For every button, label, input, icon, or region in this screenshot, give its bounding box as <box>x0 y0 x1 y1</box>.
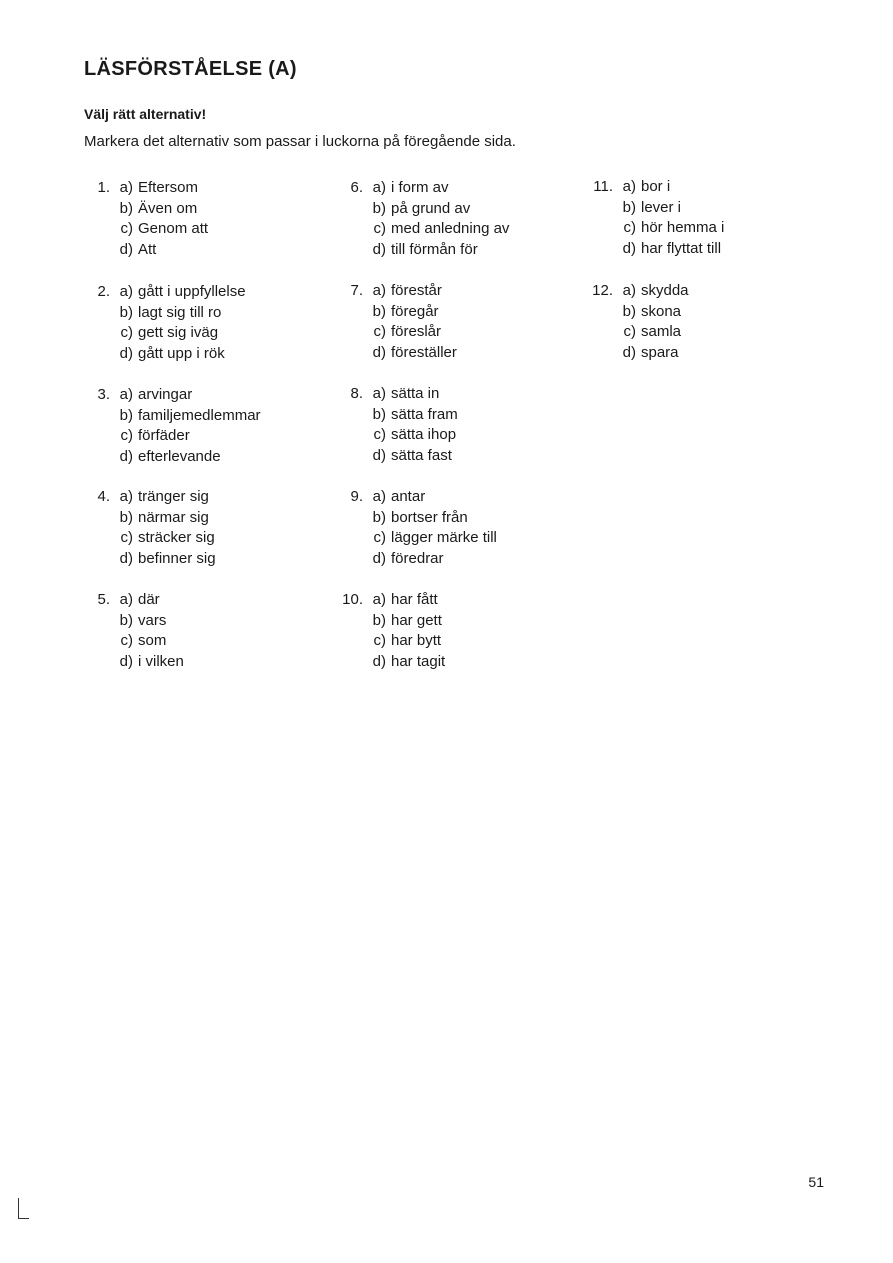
option-letter: c) <box>120 632 133 650</box>
question-number: 9. <box>350 488 363 505</box>
question-number: 8. <box>350 385 363 402</box>
option-letter: c) <box>373 529 386 547</box>
option-letter: a) <box>119 283 133 300</box>
option-text: Genom att <box>138 220 209 238</box>
option-text: som <box>138 632 167 650</box>
option-text: sätta fram <box>391 405 458 423</box>
task-heading: Välj rätt alternativ! <box>84 106 207 122</box>
option-letter: d) <box>119 549 133 567</box>
option-text: föredrar <box>391 549 444 567</box>
option-text: sträcker sig <box>138 529 215 547</box>
option-text: lever i <box>641 198 682 216</box>
crop-mark <box>18 1198 29 1219</box>
option-letter: b) <box>119 406 133 424</box>
option-letter: d) <box>119 652 133 670</box>
option-letter: d) <box>119 344 133 362</box>
option-text: samla <box>641 323 682 341</box>
option-text: hör hemma i <box>641 219 725 237</box>
option-text: på grund av <box>391 199 471 217</box>
option-letter: a) <box>119 179 133 196</box>
option-text: med anledning av <box>391 220 510 238</box>
option-text: befinner sig <box>138 549 216 567</box>
option-letter: a) <box>119 488 133 505</box>
option-text: sätta in <box>391 385 440 402</box>
question-number: 4. <box>97 488 110 505</box>
question-number: 11. <box>593 178 613 195</box>
option-letter: d) <box>622 343 636 361</box>
option-text: till förmån för <box>391 240 478 258</box>
option-letter: c) <box>120 529 133 547</box>
option-letter: c) <box>120 427 133 445</box>
option-text: Eftersom <box>138 179 199 196</box>
option-text: gått i uppfyllelse <box>138 283 246 300</box>
option-letter: d) <box>622 239 636 257</box>
option-text: har flyttat till <box>641 239 722 257</box>
option-text: förestår <box>391 282 442 299</box>
option-letter: b) <box>372 199 386 217</box>
option-letter: a) <box>372 488 386 505</box>
option-letter: a) <box>372 282 386 299</box>
option-letter: b) <box>372 405 386 423</box>
option-letter: d) <box>119 240 133 258</box>
option-letter: c) <box>623 219 636 237</box>
option-text: familjemedlemmar <box>138 406 261 424</box>
option-letter: b) <box>622 302 636 320</box>
option-letter: a) <box>372 591 386 608</box>
option-text: gett sig iväg <box>138 324 219 342</box>
option-text: gått upp i rök <box>138 344 225 362</box>
option-text: antar <box>391 488 426 505</box>
option-text: Att <box>138 240 157 258</box>
option-letter: a) <box>622 282 636 299</box>
option-letter: c) <box>373 632 386 650</box>
option-letter: d) <box>372 652 386 670</box>
option-text: i vilken <box>138 652 184 670</box>
page-title: LÄSFÖRSTÅELSE (A) <box>84 58 297 80</box>
option-letter: a) <box>119 386 133 403</box>
option-text: vars <box>138 611 167 629</box>
option-text: lägger märke till <box>391 529 497 547</box>
option-letter: c) <box>373 220 386 238</box>
option-text: bor i <box>641 178 671 195</box>
option-letter: d) <box>372 343 386 361</box>
option-letter: a) <box>622 178 636 195</box>
option-letter: a) <box>372 179 386 196</box>
question-number: 12. <box>592 282 613 299</box>
option-text: där <box>138 591 160 608</box>
question-number: 2. <box>97 283 110 300</box>
option-letter: d) <box>119 447 133 465</box>
option-letter: b) <box>372 611 386 629</box>
page-number: 51 <box>808 1174 824 1190</box>
option-text: föreställer <box>391 343 457 361</box>
option-letter: a) <box>372 385 386 402</box>
option-text: har gett <box>391 611 442 629</box>
option-text: lagt sig till ro <box>138 303 222 321</box>
option-text: efterlevande <box>138 447 221 465</box>
question-number: 7. <box>350 282 363 299</box>
question-number: 10. <box>342 591 363 608</box>
question-number: 6. <box>350 179 363 196</box>
option-letter: b) <box>119 199 133 217</box>
option-letter: d) <box>372 549 386 567</box>
option-text: tränger sig <box>138 488 209 505</box>
option-letter: b) <box>372 508 386 526</box>
option-letter: c) <box>373 426 386 444</box>
option-letter: d) <box>372 446 386 464</box>
option-letter: b) <box>119 508 133 526</box>
option-letter: c) <box>120 324 133 342</box>
option-text: har bytt <box>391 632 442 650</box>
option-letter: c) <box>373 323 386 341</box>
option-letter: c) <box>120 220 133 238</box>
question-number: 3. <box>97 386 110 403</box>
task-instruction: Markera det alternativ som passar i luckorna på föregående sida. <box>84 133 516 150</box>
option-text: skydda <box>641 282 689 299</box>
option-text: arvingar <box>138 386 193 403</box>
option-text: sätta ihop <box>391 426 457 444</box>
option-letter: b) <box>622 198 636 216</box>
question-number: 1. <box>97 179 110 196</box>
option-text: föregår <box>391 302 439 320</box>
option-text: Även om <box>138 199 198 217</box>
question-number: 5. <box>97 591 110 608</box>
option-letter: b) <box>372 302 386 320</box>
option-letter: d) <box>372 240 386 258</box>
option-letter: b) <box>119 611 133 629</box>
option-text: närmar sig <box>138 508 209 526</box>
option-letter: a) <box>119 591 133 608</box>
option-letter: c) <box>623 323 636 341</box>
option-text: förfäder <box>138 427 190 445</box>
option-letter: b) <box>119 303 133 321</box>
option-text: sätta fast <box>391 446 452 464</box>
option-text: spara <box>641 343 679 361</box>
option-text: har tagit <box>391 652 446 670</box>
option-text: bortser från <box>391 508 468 526</box>
option-text: har fått <box>391 591 438 608</box>
option-text: föreslår <box>391 323 442 341</box>
option-text: skona <box>641 302 682 320</box>
option-text: i form av <box>391 179 449 196</box>
